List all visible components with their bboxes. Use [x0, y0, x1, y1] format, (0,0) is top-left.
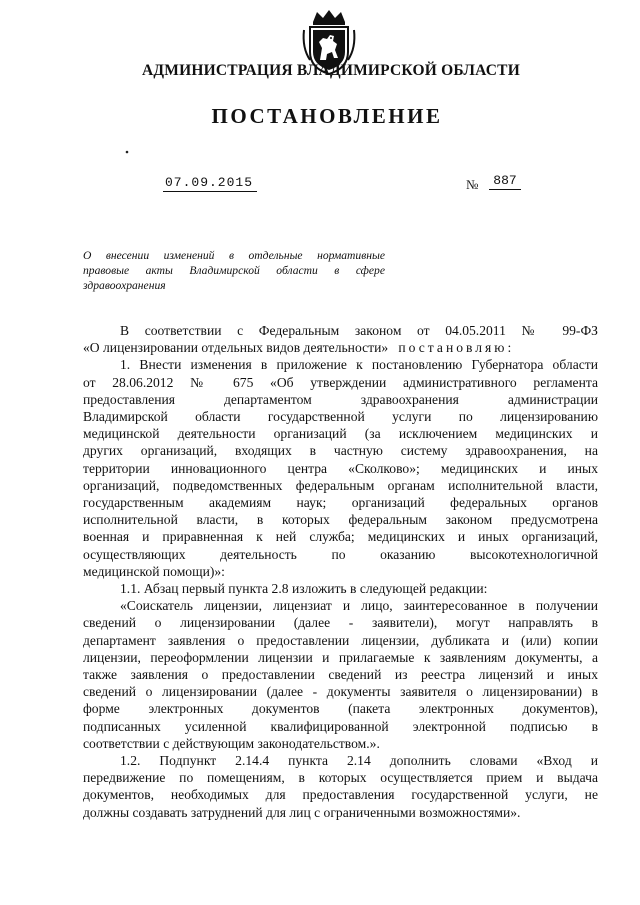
body-line: исполнительной власти, в которых федеральным законом предусмотрена — [83, 512, 598, 528]
body-line: государственным академиям наук; организаций федеральных органов — [83, 495, 598, 511]
body-line: передвижение по помещениям, в которых осуществляется прием и выдача — [83, 770, 598, 786]
preamble-paragraph — [83, 322, 598, 356]
body-line: территории инновационного центра «Сколково»; медицинских и иных — [83, 460, 598, 476]
document-type-title: ПОСТАНОВЛЕНИЕ — [211, 104, 443, 128]
body-line: документов, необходимых для предоставления государственной услуги, не — [83, 787, 598, 803]
document-date: 07.09.2015 — [163, 175, 257, 192]
item-1-1-paragraph — [83, 580, 598, 597]
body-line: также заявления о предоставлении сведений из реестра лицензий и иных — [83, 667, 598, 683]
body-line: от 28.06.2012 № 675 «Об утверждении административного регламента — [83, 374, 598, 390]
item-1-2-paragraph — [83, 752, 598, 821]
body-line: департамент заявления о предоставлении лицензии, дубликата и (или) копии — [83, 632, 598, 648]
body-line: соответствии с действующим законодательством.». — [83, 735, 380, 751]
document-number: 887 — [489, 173, 521, 190]
decree-word: постановляю: — [398, 340, 515, 356]
body-line: 1.1. Абзац первый пункта 2.8 изложить в следующей редакции: — [120, 581, 488, 597]
body-line: организаций, подведомственных федеральным органам исполнительной власти, — [83, 477, 598, 493]
body-line: лицензии, переоформлении лицензии и прилагаемые к заявлениям документы, а — [83, 649, 598, 665]
authority-name: АДМИНИСТРАЦИЯ ВЛАДИМИРСКОЙ ОБЛАСТИ — [142, 62, 520, 79]
item-1-paragraph — [83, 356, 598, 580]
body-line: 1.2. Подпункт 2.14.4 пункта 2.14 дополнить словами «Вход и — [120, 753, 598, 769]
body-line: сведений о лицензировании (далее - документы заявителя о лицензировании) в — [83, 684, 598, 700]
body-line: военная и приравненная к ней служба; медицинских и иных организаций, — [83, 529, 598, 545]
body-line: медицинской деятельности организаций (за исключением медицинских и — [83, 426, 598, 442]
quoted-paragraph — [83, 597, 598, 752]
body-line: подписанных усиленной квалифицированной электронной подписью в — [83, 718, 598, 734]
body-line: сведений о лицензировании (далее - заявители), могут направлять в — [83, 615, 598, 631]
subject-line: здравоохранения — [83, 279, 166, 292]
number-label: № — [466, 177, 479, 192]
body-line: осуществляющих деятельность по оказанию высокотехнологичной — [83, 546, 598, 562]
subject-line: О внесении изменений в отдельные нормативные — [83, 249, 385, 262]
body-line: медицинской помощи)»: — [83, 563, 225, 579]
body-line: предоставления департаментом здравоохранения администрации — [83, 391, 598, 407]
body-line: форме электронных документов (пакета электронных документов), — [83, 701, 598, 717]
body-line: В соответствии с Федеральным законом от 04.05.2011 № 99-ФЗ — [120, 323, 598, 338]
subject-line: правовые акты Владимирской области в сфере — [83, 264, 385, 277]
body-line: «О лицензировании отдельных видов деятельности» постановляю: — [83, 340, 515, 356]
body-line: 1. Внести изменения в приложение к постановлению Губернатора области — [120, 357, 598, 373]
body-line: других организаций, входящих в частную систему здравоохранения, на — [83, 443, 598, 459]
scan-speck — [125, 150, 129, 154]
body-line: должны создавать затруднений для лиц с ограниченными возможностями». — [83, 804, 521, 820]
body-line: «Соискатель лицензии, лицензиат и лицо, заинтересованное в получении — [120, 598, 598, 614]
document-subject — [83, 248, 385, 293]
body-line: Владимирской области государственной услуги по лицензированию — [83, 409, 598, 425]
document-body — [83, 322, 598, 821]
